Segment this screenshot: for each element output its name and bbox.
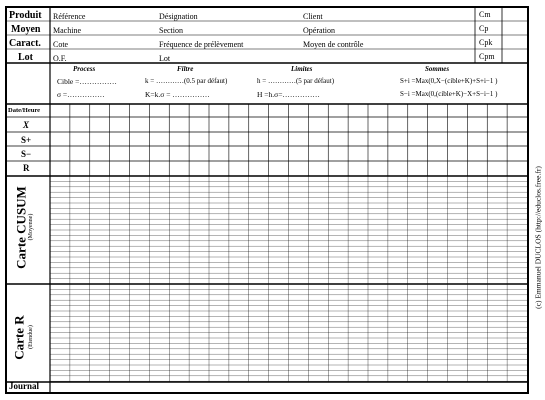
params-filtre-title: Filtre bbox=[177, 65, 194, 73]
params-K[interactable]: K=k.σ = …………… bbox=[145, 90, 210, 99]
params-H[interactable]: H =h.σ=…………… bbox=[257, 90, 320, 99]
field-cote[interactable]: Cote bbox=[53, 40, 69, 49]
params-splus: S+i =Max(0,X−(cible+K)+S+i−1 ) bbox=[400, 77, 498, 85]
params-sommes-title: Sommes bbox=[425, 65, 450, 73]
field-machine[interactable]: Machine bbox=[53, 26, 81, 35]
field-reference[interactable]: Référence bbox=[53, 12, 86, 21]
params-process-title: Process bbox=[73, 65, 96, 73]
r-subtitle: (Etendue) bbox=[28, 325, 34, 349]
row-sminus: S− bbox=[21, 149, 32, 159]
row-r: R bbox=[23, 163, 30, 173]
credit-text: (c) Emmanuel DUCLOS (http://educlos.free.fr) bbox=[533, 166, 543, 309]
params-sigma[interactable]: σ =…………… bbox=[57, 90, 105, 99]
params-cible[interactable]: Cible =…………… bbox=[57, 77, 117, 86]
indicator-cp: Cp bbox=[479, 24, 489, 33]
r-title: Carte R bbox=[11, 315, 27, 360]
indicator-cpm: Cpm bbox=[479, 52, 495, 61]
field-section[interactable]: Section bbox=[159, 26, 183, 35]
params-h[interactable]: h = …………(5 par défaut) bbox=[257, 77, 335, 85]
field-designation[interactable]: Désignation bbox=[159, 12, 198, 21]
params-sminus: S−i =Max(0,(cible+K)−X+S−i−1 ) bbox=[400, 90, 498, 98]
params-limites-title: Limites bbox=[291, 65, 313, 73]
label-lot: Lot bbox=[18, 52, 33, 63]
label-produit: Produit bbox=[9, 10, 42, 21]
field-lot[interactable]: Lot bbox=[159, 54, 171, 63]
field-frequence[interactable]: Fréquence de prélèvement bbox=[159, 40, 244, 49]
field-moyen-controle[interactable]: Moyen de contrôle bbox=[303, 40, 364, 49]
params-k[interactable]: k = …………(0.5 par défaut) bbox=[145, 77, 228, 85]
cusum-subtitle: (Moyenne) bbox=[28, 213, 34, 241]
label-caract: Caract. bbox=[9, 38, 41, 49]
journal-label: Journal bbox=[9, 381, 40, 391]
row-date-heure: Date/Heure bbox=[8, 107, 41, 114]
indicator-cm: Cm bbox=[479, 10, 491, 19]
row-x: X bbox=[23, 120, 30, 130]
row-splus: S+ bbox=[21, 135, 32, 145]
field-of[interactable]: O.F. bbox=[53, 54, 67, 63]
field-operation[interactable]: Opération bbox=[303, 26, 335, 35]
field-client[interactable]: Client bbox=[303, 12, 323, 21]
cusum-title: Carte CUSUM bbox=[13, 186, 29, 269]
control-chart-sheet bbox=[5, 6, 529, 394]
indicator-cpk: Cpk bbox=[479, 38, 493, 47]
label-moyen: Moyen bbox=[11, 24, 41, 35]
